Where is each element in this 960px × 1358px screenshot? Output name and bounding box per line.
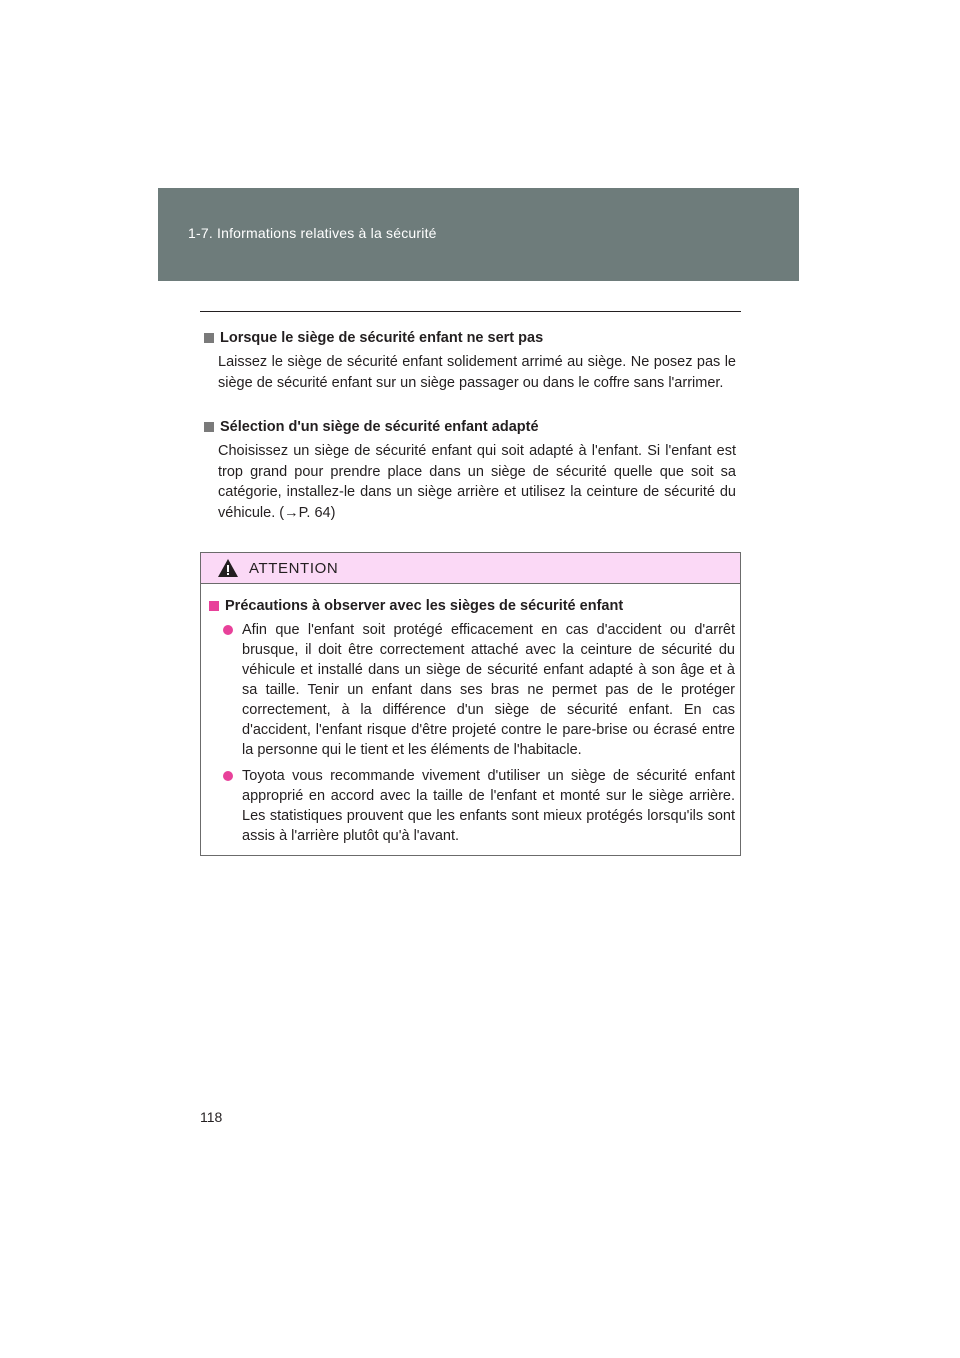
round-bullet-icon <box>223 771 233 781</box>
square-bullet-icon <box>209 601 219 611</box>
attention-heading-text: Précautions à observer avec les sièges de sécurité enfant <box>225 598 624 614</box>
header-divider <box>200 311 741 312</box>
square-bullet-icon <box>204 422 214 432</box>
round-bullet-icon <box>223 625 233 635</box>
attention-title: ATTENTION <box>249 559 339 577</box>
section-seat-selection <box>204 417 736 523</box>
attention-header <box>201 553 740 584</box>
section-heading-text: Lorsque le siège de sécurité enfant ne sert pas <box>220 330 544 346</box>
square-bullet-icon <box>204 333 214 343</box>
attention-heading <box>209 596 735 616</box>
chapter-header <box>158 188 799 281</box>
section-heading <box>204 417 736 437</box>
chapter-title: 1-7. Informations relatives à la sécurité <box>188 225 437 241</box>
section-body: Choisissez un siège de sécurité enfant qui soit adapté à l'enfant. Si l'enfant est trop grand pour prendre place dans un siège de sécurité quelle que soit sa catégorie, installez-le dans un siège arrière et utilisez la ceinture de sécurité du véhicule. (→P. 64) <box>218 443 736 521</box>
attention-bullet <box>223 620 735 760</box>
warning-triangle-icon <box>217 558 239 578</box>
attention-bullet <box>223 766 735 846</box>
attention-bullet-text: Toyota vous recommande vivement d'utiliser un siège de sécurité enfant approprié en accord avec la taille de l'enfant et monté sur le siège arrière. Les statistiques prouvent que les enfants sont mieux protégés lorsqu'ils sont assis à l'arrière plutôt qu'à l'avant. <box>242 768 735 844</box>
page-number: 118 <box>200 1109 223 1125</box>
attention-content <box>209 596 735 846</box>
section-heading-text: Sélection d'un siège de sécurité enfant adapté <box>220 419 539 435</box>
attention-box <box>200 552 741 856</box>
section-heading <box>204 328 736 348</box>
section-body: Laissez le siège de sécurité enfant solidement arrimé au siège. Ne posez pas le siège de sécurité enfant sur un siège passager ou dans le coffre sans l'arrimer. <box>218 354 736 391</box>
attention-bullet-text: Afin que l'enfant soit protégé efficacement en cas d'accident ou d'arrêt brusque, il doit être correctement attaché avec la ceinture de sécurité du véhicule et installé dans un siège de sécurité enfant adapté à son âge et à sa taille. Tenir un enfant dans ses bras ne permet pas de le protéger correctement, à la différence d'un siège de sécurité enfant. En cas d'accident, l'enfant risque d'être projeté contre le pare-brise ou écrasé entre la personne qui le tient et les éléments de l'habitacle. <box>242 622 735 758</box>
section-unused-seat <box>204 328 736 393</box>
